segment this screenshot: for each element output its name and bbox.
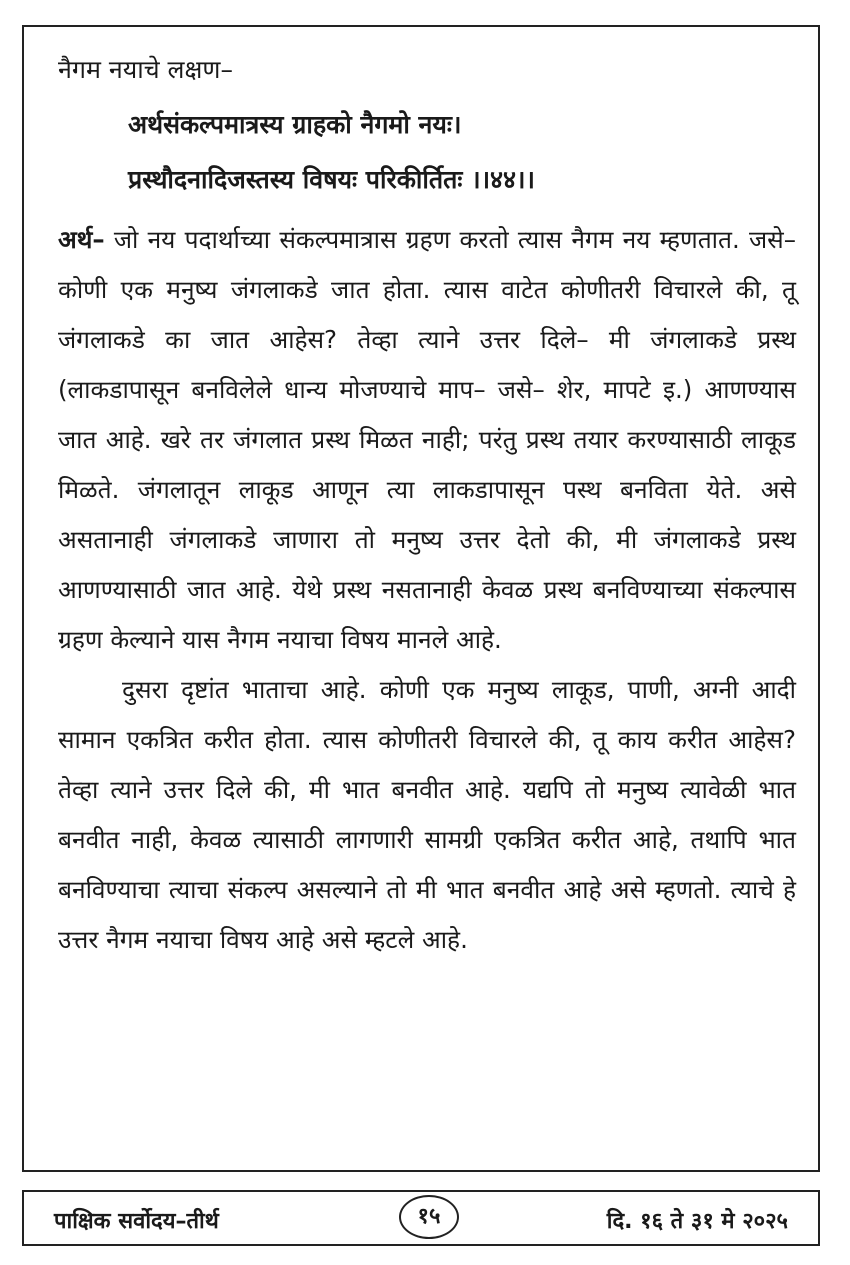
verse-line-1: अर्थसंकल्पमात्रस्य ग्राहको नैगमो नयः।: [128, 110, 462, 139]
meaning-label: अर्थ–: [58, 225, 105, 254]
publication-name: पाक्षिक सर्वोदय–तीर्थ: [54, 1209, 219, 1234]
issue-date: दि. १६ ते ३१ मे २०२५: [606, 1209, 788, 1234]
section-heading: नैगम नयाचे लक्षण–: [58, 55, 233, 84]
page-content-frame: [22, 25, 820, 1172]
second-example-paragraph: दुसरा दृष्टांत भाताचा आहे. कोणी एक मनुष्य लाकूड, पाणी, अग्नी आदी सामान एकत्रित करीत होता. त्यास कोणीतरी विचारले की, तू काय करीत आहेस? तेव्हा त्याने उत्तर दिले की, मी भात बनवीत आहे. यद्यपि तो मनुष्य त्यावेळी भात बनवीत नाही, केवळ त्यासाठी लागणारी सामग्री एकत्रित करीत आहे, तथापि भात बनविण्याचा त्याचा संकल्प असल्याने तो मी भात बनवीत आहे असे म्हणतो. त्याचे हे उत्तर नैगम नयाचा विषय आहे असे म्हटले आहे.: [58, 675, 796, 954]
verse-line-2: प्रस्थौदनादिजस्तस्य विषयः परिकीर्तितः ।।४४।।: [128, 165, 536, 194]
page-number: १५: [399, 1195, 459, 1239]
meaning-text: जो नय पदार्थाच्या संकल्पमात्रास ग्रहण करतो त्यास नैगम नय म्हणतात. जसे– कोणी एक मनुष्य जंगलाकडे जात होता. त्यास वाटेत कोणीतरी विचारले की, तू जंगलाकडे का जात आहेस? तेव्हा त्याने उत्तर दिले– मी जंगलाकडे प्रस्थ (लाकडापासून बनविलेले धान्य मोजण्याचे माप– जसे– शेर, मापटे इ.) आणण्यास जात आहे. खरे तर जंगलात प्रस्थ मिळत नाही; परंतु प्रस्थ तयार करण्यासाठी लाकूड मिळते. जंगलातून लाकूड आणून त्या लाकडापासून पस्थ बनविता येते. असे असतानाही जंगलाकडे जाणारा तो मनुष्य उत्तर देतो की, मी जंगलाकडे प्रस्थ आणण्यासाठी जात आहे. येथे प्रस्थ नसतानाही केवळ प्रस्थ बनविण्याच्या संकल्पास ग्रहण केल्याने यास नैगम नयाचा विषय मानले आहे.: [58, 225, 796, 654]
meaning-paragraph: [58, 215, 796, 665]
page-content: [58, 43, 796, 965]
page-footer: [22, 1190, 820, 1246]
